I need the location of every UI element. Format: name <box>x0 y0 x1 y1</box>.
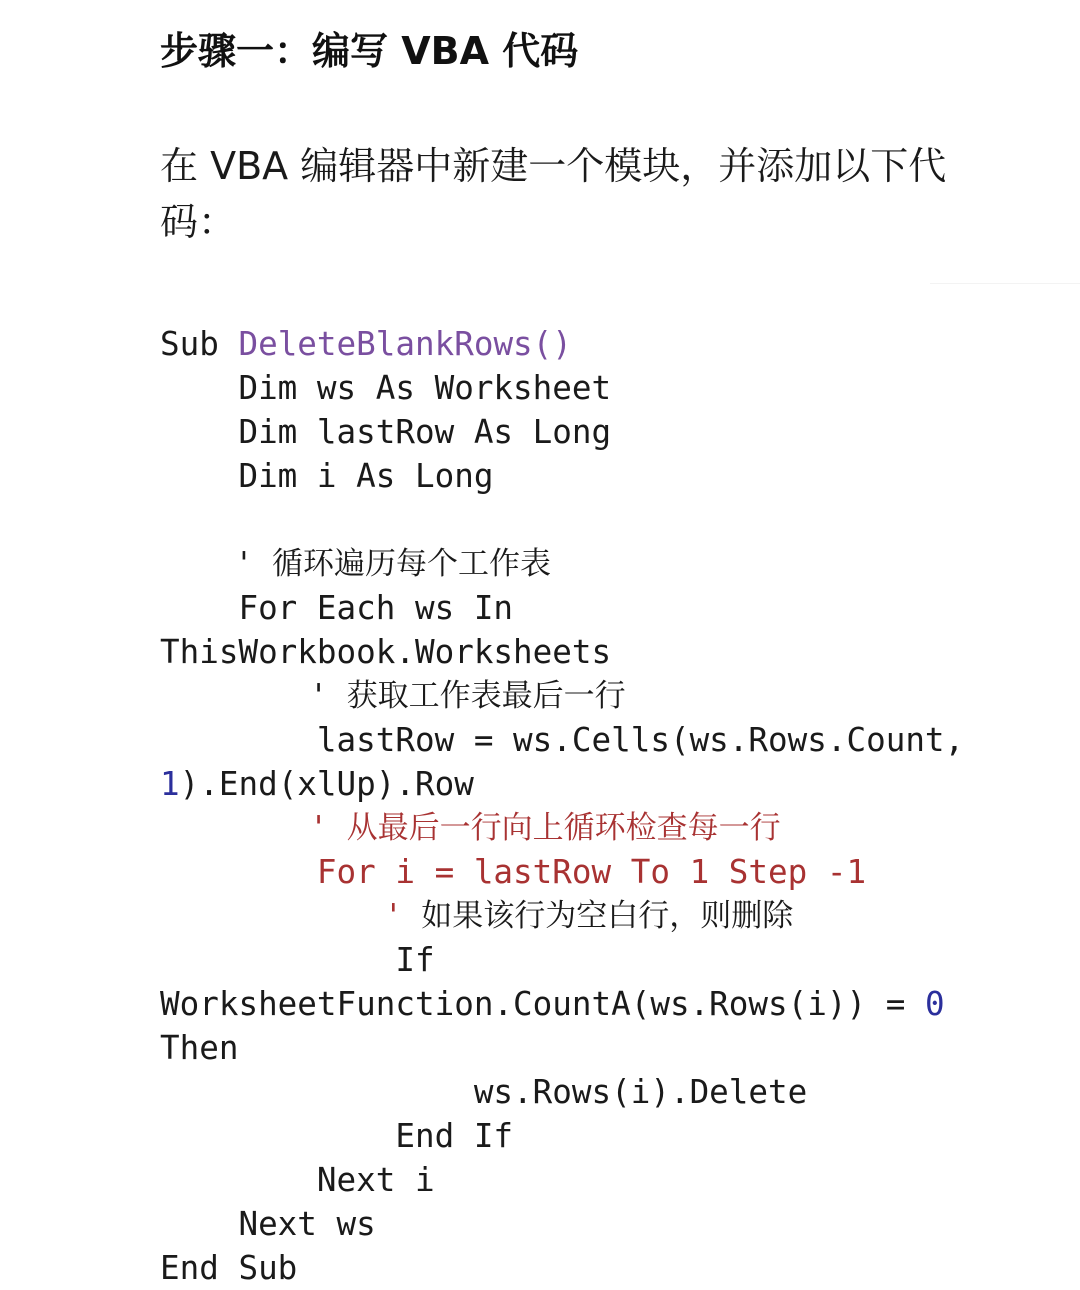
code-line-blank <box>160 498 1060 542</box>
code-line-14 <box>160 894 1060 938</box>
code-line-12: ' 从最后一行向上循环检查每一行 <box>160 810 781 846</box>
code-line-4: Dim i As Long <box>160 457 494 495</box>
number-literal: 0 <box>924 985 945 1023</box>
step-heading: 步骤一：编写 VBA 代码 <box>160 29 579 73</box>
code-text: ).End(xlUp).Row <box>179 765 474 803</box>
code-line-17: Then <box>160 1029 239 1067</box>
code-line-16 <box>160 982 1060 1026</box>
code-line-3: Dim lastRow As Long <box>160 413 612 451</box>
faint-divider <box>930 283 1080 284</box>
code-line-9: ' 获取工作表最后一行 <box>160 678 626 714</box>
code-line-22: End Sub <box>160 1249 298 1287</box>
comment-quote: ' <box>383 898 403 934</box>
number-literal: 1 <box>160 765 180 803</box>
code-line-8: ThisWorkbook.Worksheets <box>160 633 612 671</box>
code-line-21: Next ws <box>160 1205 376 1243</box>
code-line-11 <box>160 762 1060 806</box>
code-line-2: Dim ws As Worksheet <box>160 369 612 407</box>
code-line-20: Next i <box>160 1161 435 1199</box>
code-line-6: ' 循环遍历每个工作表 <box>160 546 551 582</box>
comment-text: 如果该行为空白行，则删除 <box>402 898 794 934</box>
code-line-7: For Each ws In <box>160 589 514 627</box>
vba-code-block <box>160 322 1060 1290</box>
code-line-19: End If <box>160 1117 514 1155</box>
code-line-15: If <box>160 941 435 979</box>
code-line-10: lastRow = ws.Cells(ws.Rows.Count, <box>160 721 965 759</box>
indent <box>160 898 384 934</box>
function-name: DeleteBlankRows() <box>238 325 572 363</box>
intro-paragraph: 在 VBA 编辑器中新建一个模块，并添加以下代码： <box>160 144 947 244</box>
code-line-13: For i = lastRow To 1 Step -1 <box>160 853 867 891</box>
code-text: WorksheetFunction.CountA(ws.Rows(i)) = <box>160 985 925 1023</box>
code-line-18: ws.Rows(i).Delete <box>160 1073 808 1111</box>
code-line-1 <box>160 322 1060 366</box>
sub-keyword: Sub <box>160 325 239 363</box>
